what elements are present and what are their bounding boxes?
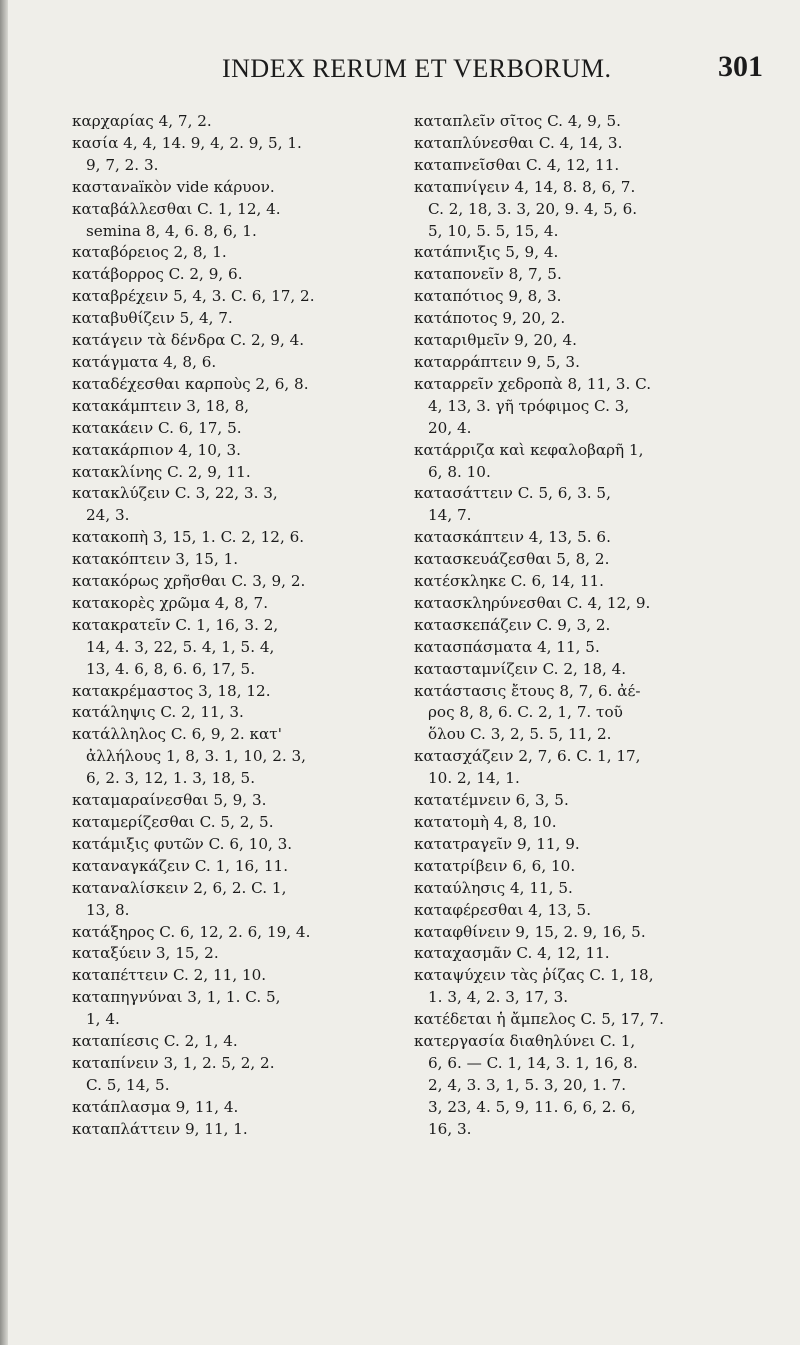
index-entry-line: κατατρίβειν 6, 6, 10. bbox=[414, 856, 576, 875]
index-entry-line: κατατέμνειν 6, 3, 5. bbox=[414, 791, 569, 810]
index-entry-line: καταπίνειν 3, 1, 2. 5, 2, 2. bbox=[72, 1053, 275, 1072]
index-entry-line: κατασπάσματα 4, 11, 5. bbox=[414, 637, 600, 656]
index-entry-line: ὅλου C. 3, 2, 5. 5, 11, 2. bbox=[428, 725, 612, 744]
index-entry-line: καταβάλλεσθαι C. 1, 12, 4. bbox=[72, 199, 281, 218]
index-entry-line: semina 8, 4, 6. 8, 6, 1. bbox=[86, 221, 257, 240]
index-entry-line: κατατραγεῖν 9, 11, 9. bbox=[414, 834, 580, 853]
index-entry-line: καταρρεῖν χεδροπὰ 8, 11, 3. C. bbox=[414, 374, 652, 393]
index-entry-line: ἀλλήλους 1, 8, 3. 1, 10, 2. 3, bbox=[86, 747, 307, 766]
index-entry-line: C. 5, 14, 5. bbox=[86, 1075, 170, 1094]
index-entry-line: κατακοπὴ 3, 15, 1. C. 2, 12, 6. bbox=[72, 528, 305, 547]
index-entry-line: καταβρέχειν 5, 4, 3. C. 6, 17, 2. bbox=[72, 287, 315, 306]
index-entry-line: καταναγκάζειν C. 1, 16, 11. bbox=[72, 856, 289, 875]
index-entry-line: 9, 7, 2. 3. bbox=[86, 155, 159, 174]
index-entry-line: κατασκευάζεσθαι 5, 8, 2. bbox=[414, 550, 610, 569]
index-entry-line: καταφθίνειν 9, 15, 2. 9, 16, 5. bbox=[414, 922, 646, 941]
index-entry-line: C. 2, 18, 3. 3, 20, 9. 4, 5, 6. bbox=[428, 199, 638, 218]
index-entry-line: κατακρατεῖν C. 1, 16, 3. 2, bbox=[72, 615, 279, 634]
index-entry-line: κασία 4, 4, 14. 9, 4, 2. 9, 5, 1. bbox=[72, 133, 302, 152]
index-entry-line: 3, 23, 4. 5, 9, 11. 6, 6, 2. 6, bbox=[428, 1097, 636, 1116]
index-entry-line: καταρράπτειν 9, 5, 3. bbox=[414, 352, 580, 371]
index-entry-line: κατάπλασμα 9, 11, 4. bbox=[72, 1097, 239, 1116]
index-entry-line: 24, 3. bbox=[86, 506, 130, 525]
index-column-left bbox=[72, 111, 402, 1141]
index-entry-line: καταύλησις 4, 11, 5. bbox=[414, 878, 573, 897]
index-entry-line: κατεργασία διαθηλύνει C. 1, bbox=[414, 1032, 636, 1051]
index-entry-line: 5, 10, 5. 5, 15, 4. bbox=[428, 221, 559, 240]
index-entry-line: κατακόπτειν 3, 15, 1. bbox=[72, 550, 239, 569]
index-entry-line: 6, 6. — C. 1, 14, 3. 1, 16, 8. bbox=[428, 1053, 638, 1072]
index-entry-line: κατακορὲς χρῶμα 4, 8, 7. bbox=[72, 593, 269, 612]
index-entry-line: κατάγειν τὰ δένδρα C. 2, 9, 4. bbox=[72, 331, 305, 350]
index-entry-line: κατακάρπιον 4, 10, 3. bbox=[72, 440, 242, 459]
index-entry-line: κατακάειν C. 6, 17, 5. bbox=[72, 418, 242, 437]
index-entry-line: 16, 3. bbox=[428, 1119, 472, 1138]
index-entry-line: καταναλίσκειν 2, 6, 2. C. 1, bbox=[72, 878, 287, 897]
index-entry-line: 2, 4, 3. 3, 1, 5. 3, 20, 1. 7. bbox=[428, 1075, 627, 1094]
index-entry-line: 1. 3, 4, 2. 3, 17, 3. bbox=[428, 988, 569, 1007]
index-entry-line: 4, 13, 3. γῆ τρόφιμος C. 3, bbox=[428, 396, 630, 415]
index-entry-line: κατάπνιξις 5, 9, 4. bbox=[414, 243, 559, 262]
index-entry-line: κατασκεπάζειν C. 9, 3, 2. bbox=[414, 615, 611, 634]
index-entry-line: 20, 4. bbox=[428, 418, 472, 437]
index-entry-line: καταξύειν 3, 15, 2. bbox=[72, 944, 219, 963]
index-entry-line: κατασάττειν C. 5, 6, 3. 5, bbox=[414, 484, 611, 503]
index-entry-line: κατάγματα 4, 8, 6. bbox=[72, 352, 217, 371]
index-entry-line: κατακάμπτειν 3, 18, 8, bbox=[72, 396, 250, 415]
index-entry-line: 10. 2, 14, 1. bbox=[428, 769, 520, 788]
index-entry-line: καταπνεῖσθαι C. 4, 12, 11. bbox=[414, 155, 620, 174]
index-entry-line: καταπνίγειν 4, 14, 8. 8, 6, 7. bbox=[414, 177, 636, 196]
index-entry-line: καταπλύνεσθαι C. 4, 14, 3. bbox=[414, 133, 623, 152]
index-entry-line: κατακλύζειν C. 3, 22, 3. 3, bbox=[72, 484, 278, 503]
index-entry-line: καταπέττειν C. 2, 11, 10. bbox=[72, 966, 267, 985]
index-entry-line: καταδέχεσθαι καρποὺς 2, 6, 8. bbox=[72, 374, 309, 393]
index-entry-line: καταχασμᾶν C. 4, 12, 11. bbox=[414, 944, 610, 963]
index-entry-line: κατασκάπτειν 4, 13, 5. 6. bbox=[414, 528, 611, 547]
index-entry-line: καστανaïκὸν vide κάρυον. bbox=[72, 177, 275, 196]
index-entry-line: 6, 2. 3, 12, 1. 3, 18, 5. bbox=[86, 769, 256, 788]
index-entry-line: καταψύχειν τὰς ῥίζας C. 1, 18, bbox=[414, 966, 654, 985]
index-entry-line: καταπότιος 9, 8, 3. bbox=[414, 287, 562, 306]
index-entry-line: καταπλεῖν σῖτος C. 4, 9, 5. bbox=[414, 112, 621, 130]
index-entry-line: 14, 4. 3, 22, 5. 4, 1, 5. 4, bbox=[86, 637, 275, 656]
index-entry-line: 13, 8. bbox=[86, 900, 130, 919]
index-column-right bbox=[414, 111, 764, 1141]
index-entry-line: καταπίεσις C. 2, 1, 4. bbox=[72, 1032, 238, 1051]
index-entry-line: καταβυθίζειν 5, 4, 7. bbox=[72, 309, 233, 328]
index-entry-line: κατάστασις ἔτους 8, 7, 6. ἀέ- bbox=[414, 681, 641, 700]
index-entry-line: κατακρέμαστος 3, 18, 12. bbox=[72, 681, 271, 700]
index-entry-line: καταμερίζεσθαι C. 5, 2, 5. bbox=[72, 813, 274, 831]
index-entry-line: κατατομὴ 4, 8, 10. bbox=[414, 813, 557, 831]
index-entry-line: κατέσκληκε C. 6, 14, 11. bbox=[414, 572, 604, 591]
index-entry-line: καταριθμεῖν 9, 20, 4. bbox=[414, 331, 577, 350]
index-entry-line: κατακόρως χρῆσθαι C. 3, 9, 2. bbox=[72, 572, 306, 591]
page-edge bbox=[0, 0, 8, 1345]
index-entry-line: καταπλάττειν 9, 11, 1. bbox=[72, 1119, 248, 1138]
index-entry-line: κατάβορρος C. 2, 9, 6. bbox=[72, 265, 243, 284]
index-entry-line: 13, 4. 6, 8, 6. 6, 17, 5. bbox=[86, 659, 256, 678]
index-entry-line: κατασχάζειν 2, 7, 6. C. 1, 17, bbox=[414, 747, 641, 766]
index-entry-line: καταμαραίνεσθαι 5, 9, 3. bbox=[72, 791, 267, 810]
index-entry-line: 6, 8. 10. bbox=[428, 462, 491, 481]
index-entry-line: κατέδεται ἡ ἄμπελος C. 5, 17, 7. bbox=[414, 1010, 665, 1029]
index-entry-line: κατάποτος 9, 20, 2. bbox=[414, 309, 566, 328]
index-entry-line: κατάμιξις φυτῶν C. 6, 10, 3. bbox=[72, 834, 293, 853]
index-entry-line: κατασταμνίζειν C. 2, 18, 4. bbox=[414, 659, 627, 678]
index-entry-line: καταπονεῖν 8, 7, 5. bbox=[414, 265, 562, 284]
index-entry-line: 1, 4. bbox=[86, 1010, 120, 1029]
page-header bbox=[0, 48, 800, 88]
index-entry-line: καταβόρειος 2, 8, 1. bbox=[72, 243, 227, 262]
page-number: 301 bbox=[718, 50, 763, 83]
index-entry-line: καταπηγνύναι 3, 1, 1. C. 5, bbox=[72, 988, 281, 1007]
index-entry-line: καταφέρεσθαι 4, 13, 5. bbox=[414, 900, 592, 919]
index-entry-line: κατάλληλος C. 6, 9, 2. κατ' bbox=[72, 725, 282, 744]
index-entry-line: ρος 8, 8, 6. C. 2, 1, 7. τοῦ bbox=[428, 703, 623, 722]
index-entry-line: κατάρριζα καὶ κεφαλοβαρῆ 1, bbox=[414, 440, 644, 459]
index-entry-line: κατάξηρος C. 6, 12, 2. 6, 19, 4. bbox=[72, 922, 311, 941]
index-entry-line: κατάληψις C. 2, 11, 3. bbox=[72, 703, 244, 722]
running-title: INDEX RERUM ET VERBORUM. bbox=[222, 54, 612, 83]
index-entry-line: καρχαρίας 4, 7, 2. bbox=[72, 112, 212, 130]
index-entry-line: κατακλίνης C. 2, 9, 11. bbox=[72, 462, 251, 481]
index-entry-line: κατασκληρύνεσθαι C. 4, 12, 9. bbox=[414, 593, 651, 612]
index-entry-line: 14, 7. bbox=[428, 506, 472, 525]
